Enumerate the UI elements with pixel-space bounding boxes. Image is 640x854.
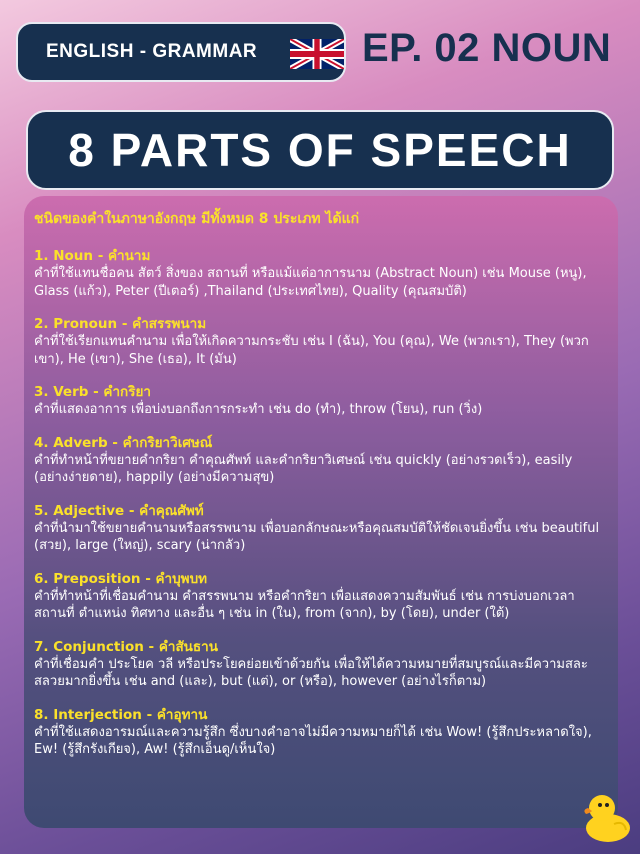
- section-heading: 2. Pronoun - คำสรรพนาม: [34, 316, 207, 332]
- intro-text: ชนิดของคำในภาษาอังกฤษ มีทั้งหมด 8 ประเภท ได้แก่: [34, 211, 360, 227]
- section-text: คำที่ทำหน้าที่ขยายคำกริยา คำคุณศัพท์ และคำกริยาวิเศษณ์ เช่น quickly (อย่างรวดเร็ว), easily (อย่างง่ายดาย), happily (อย่างมีความสุข): [34, 452, 573, 485]
- section-preposition: [34, 571, 604, 623]
- header-pill: [16, 22, 346, 82]
- section-text: คำที่แสดงอาการ เพื่อบ่งบอกถึงการกระทำ เช่น do (ทำ), throw (โยน), run (วิ่ง): [34, 402, 483, 417]
- section-interjection: [34, 707, 604, 759]
- section-text: คำที่ใช้แสดงอารมณ์และความรู้สึก ซึ่งบางคำอาจไม่มีความหมายก็ได้ เช่น Wow! (รู้สึกประหลาดใจ), Ew! (รู้สึกรังเกียจ), Aw! (รู้สึกเอ็นดู/เห็นใจ): [34, 724, 592, 757]
- section-text: คำที่ใช้แทนชื่อคน สัตว์ สิ่งของ สถานที่ หรือแม้แต่อาการนาม (Abstract Noun) เช่น Mouse (หนู), Glass (แก้ว), Peter (ปีเตอร์) ,Thailand (ประเทศไทย), Quality (คุณสมบัติ): [34, 266, 587, 299]
- section-adverb: [34, 435, 604, 487]
- section-adjective: [34, 503, 604, 555]
- banner-title: 8 PARTS OF SPEECH: [68, 124, 572, 176]
- section-heading: 1. Noun - คำนาม: [34, 248, 151, 264]
- section-heading: 4. Adverb - คำกริยาวิเศษณ์: [34, 434, 213, 451]
- section-heading: 8. Interjection - คำอุทาน: [34, 706, 208, 723]
- section-text: คำที่ทำหน้าที่เชื่อมคำนาม คำสรรพนาม หรือคำกริยา เพื่อแสดงความสัมพันธ์ เช่น การบ่งบอกเวลา สถานที่ ตำแหน่ง ทิศทาง และอื่น ๆ เช่น in (ใน), from (จาก), by (โดย), under (ใต้): [34, 588, 575, 621]
- rubber-duck-icon: [580, 786, 632, 844]
- title-banner: [26, 110, 614, 190]
- section-text: คำที่เชื่อมคำ ประโยค วลี หรือประโยคย่อยเข้าด้วยกัน เพื่อให้ได้ความหมายที่สมบูรณ์และมีความสละสลวยมากยิ่งขึ้น เช่น and (และ), but (แต่), or (หรือ), however (อย่างไรก็ตาม): [34, 656, 588, 689]
- section-verb: [34, 384, 604, 419]
- content-panel: [24, 196, 618, 828]
- section-heading: 3. Verb - คำกริยา: [34, 384, 151, 400]
- section-text: คำที่ใช้เรียกแทนคำนาม เพื่อให้เกิดความกระชับ เช่น I (ฉัน), You (คุณ), We (พวกเรา), They (พวกเขา), He (เขา), She (เธอ), It (มัน): [34, 334, 589, 367]
- section-noun: [34, 248, 604, 300]
- section-conjunction: [34, 639, 604, 691]
- section-pronoun: [34, 316, 604, 368]
- section-heading: 5. Adjective - คำคุณศัพท์: [34, 502, 204, 519]
- section-text: คำที่นำมาใช้ขยายคำนามหรือสรรพนาม เพื่อบอกลักษณะหรือคุณสมบัติให้ชัดเจนยิ่งขึ้น เช่น beautiful (สวย), large (ใหญ่), scary (น่ากลัว): [34, 520, 600, 553]
- uk-flag-icon: [290, 39, 344, 69]
- section-heading: 7. Conjunction - คำสันธาน: [34, 638, 218, 655]
- header-pill-label: ENGLISH - GRAMMAR: [46, 41, 258, 62]
- section-heading: 6. Preposition - คำบุพบท: [34, 570, 208, 587]
- episode-title: EP. 02 NOUN: [362, 26, 612, 70]
